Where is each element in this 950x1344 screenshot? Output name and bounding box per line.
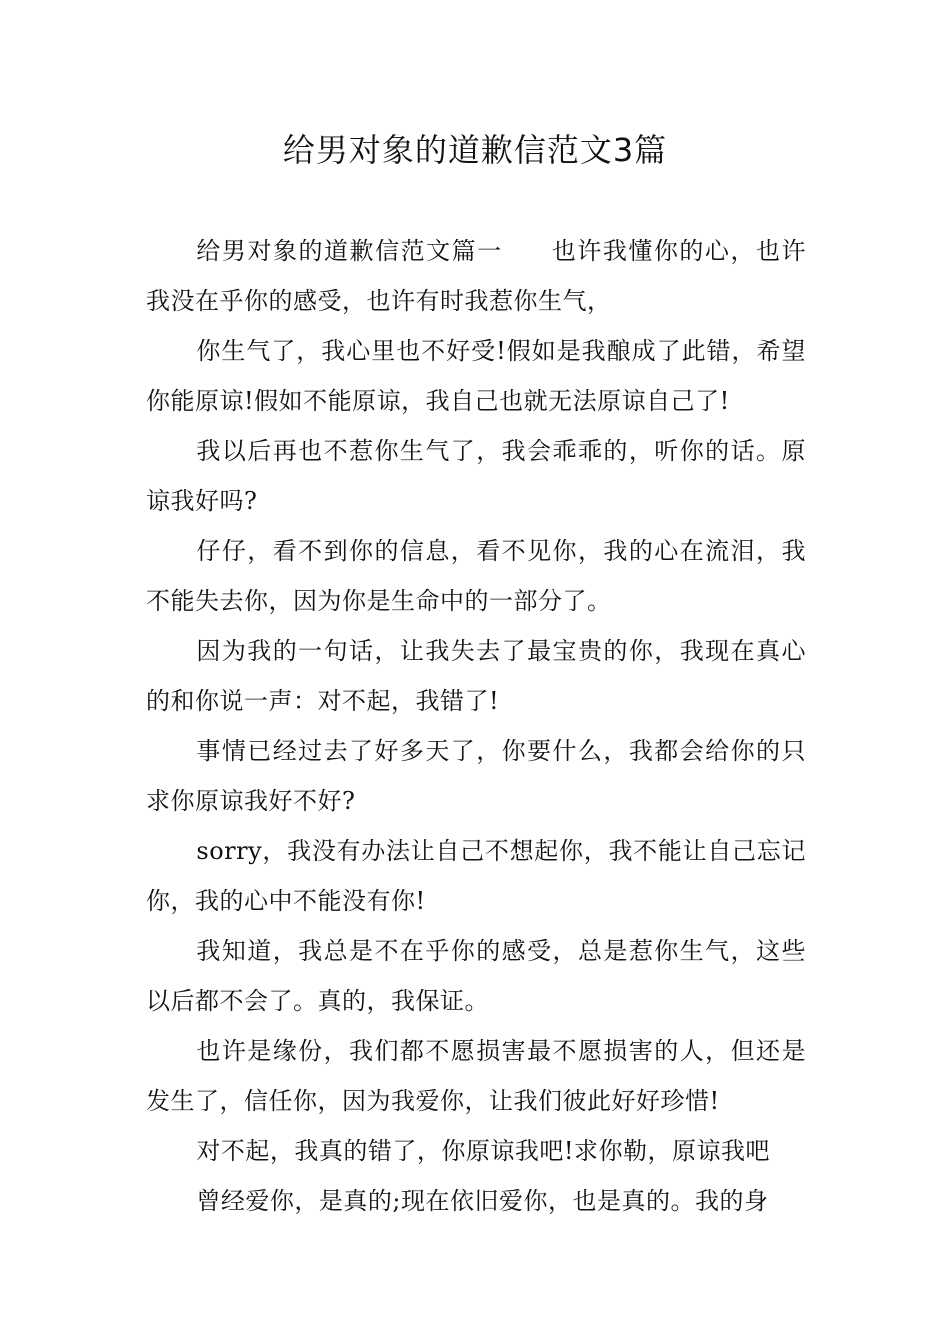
paragraph-2: 你生气了，我心里也不好受!假如是我酿成了此错，希望你能原谅!假如不能原谅，我自己也就无法原谅自己了!: [146, 337, 806, 415]
paragraph-8: 我知道，我总是不在乎你的感受，总是惹你生气，这些以后都不会了。真的，我保证。: [146, 937, 806, 1015]
section-heading: 给男对象的道歉信范文篇一: [196, 237, 503, 265]
paragraph-text: 也许我懂你的心，也许我没在乎你的感受，也许有时我惹你生气，: [146, 237, 807, 315]
paragraph-3: 我以后再也不惹你生气了，我会乖乖的，听你的话。原谅我好吗?: [146, 437, 806, 515]
paragraph-6: 事情已经过去了好多天了，你要什么，我都会给你的只求你原谅我好不好?: [146, 737, 806, 815]
paragraph-10: 对不起，我真的错了，你原谅我吧!求你勒，原谅我吧: [196, 1137, 771, 1165]
paragraph-7: sorry，我没有办法让自己不想起你，我不能让自己忘记你，我的心中不能没有你!: [146, 837, 806, 915]
document-body: [146, 226, 806, 1226]
document-title: 给男对象的道歉信范文3篇: [282, 131, 668, 169]
paragraph-5: 因为我的一句话，让我失去了最宝贵的你，我现在真心的和你说一声：对不起，我错了!: [146, 637, 806, 715]
paragraph-11: 曾经爱你，是真的;现在依旧爱你，也是真的。我的身: [196, 1187, 769, 1215]
paragraph-1: [146, 226, 806, 326]
paragraph-4: 仔仔，看不到你的信息，看不见你，我的心在流泪，我不能失去你，因为你是生命中的一部分了。: [146, 537, 806, 615]
paragraph-9: 也许是缘份，我们都不愿损害最不愿损害的人，但还是发生了，信任你，因为我爱你，让我们彼此好好珍惜!: [146, 1037, 806, 1115]
